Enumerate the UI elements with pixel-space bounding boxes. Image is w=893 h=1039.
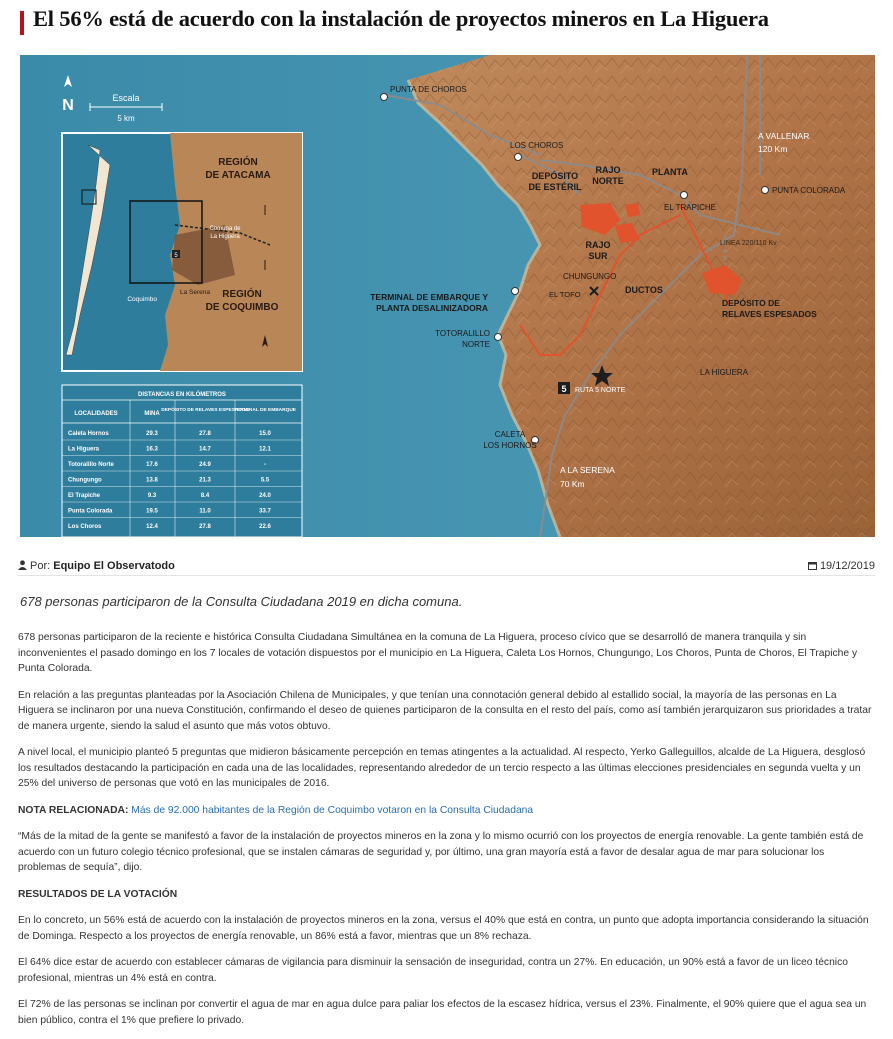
svg-text:EL TOFO: EL TOFO: [549, 290, 581, 299]
author-prefix: Por:: [30, 560, 51, 572]
svg-text:Coquimbo: Coquimbo: [127, 296, 157, 303]
svg-text:SUR: SUR: [588, 251, 608, 261]
svg-text:A LA SERENA: A LA SERENA: [560, 465, 615, 475]
svg-text:DUCTOS: DUCTOS: [625, 285, 663, 295]
results-paragraph-2: El 64% dice estar de acuerdo con establecer cámaras de vigilancia para disminuir la sensación de inseguridad, contra un 27%. En educación, un 90% está a favor de un liceo técnico profesional, mientras un 4% está en contra.: [18, 957, 848, 984]
author-line: [18, 560, 175, 572]
svg-text:70 Km: 70 Km: [560, 479, 585, 489]
article-body: [18, 630, 873, 1039]
table-locality: El Trapiche: [68, 493, 101, 499]
svg-text:TERMINAL DE EMBARQUE: TERMINAL DE EMBARQUE: [233, 408, 297, 413]
svg-text:CALETA: CALETA: [494, 430, 526, 439]
table-cell: 12.4: [146, 524, 158, 530]
svg-text:LINEA 220/110 Kv: LINEA 220/110 Kv: [720, 240, 777, 247]
distance-table: [62, 385, 302, 537]
table-locality: Chungungo: [68, 477, 102, 484]
table-cell: 11.0: [199, 508, 211, 515]
svg-text:Escala: Escala: [112, 93, 140, 103]
table-locality: Caleta Hornos: [68, 431, 109, 437]
svg-text:Comuna de: Comuna de: [209, 226, 241, 232]
svg-text:DEPÓSITO: DEPÓSITO: [531, 171, 579, 181]
svg-text:DEPÓSITO DE RELAVES ESPESADOS: DEPÓSITO DE RELAVES ESPESADOS: [161, 408, 249, 413]
svg-text:5: 5: [174, 253, 178, 259]
svg-text:RAJO: RAJO: [585, 240, 611, 250]
svg-text:DE ESTÉRIL: DE ESTÉRIL: [528, 182, 582, 192]
svg-text:TERMINAL DE EMBARQUE Y: TERMINAL DE EMBARQUE Y: [370, 292, 488, 302]
results-paragraph-3: El 72% de las personas se inclinan por convertir el agua de mar en agua dulce para paliar los efectos de la escasez hídrica, versus el 23%. Finalmente, el 90% quiere que el agua sea un bien público, contra el 1% que prefiere lo privado.: [18, 999, 867, 1026]
svg-text:PUNTA COLORADA: PUNTA COLORADA: [772, 186, 846, 195]
svg-text:NORTE: NORTE: [592, 176, 624, 186]
publish-date: [808, 560, 875, 572]
svg-text:MINA: MINA: [144, 411, 160, 417]
article-title: El 56% está de acuerdo con la instalación de proyectos mineros en La Higuera: [33, 6, 769, 31]
svg-text:La Serena: La Serena: [180, 289, 210, 296]
inset-map: [62, 133, 302, 371]
svg-text:PLANTA: PLANTA: [652, 167, 688, 177]
paragraph-1: 678 personas participaron de la reciente e histórica Consulta Ciudadana Simultánea en la comuna de La Higuera, proceso cívico que se desarrolló de manera tranquila y sin inconvenientes el pasado domingo en los 7 locales de votación dispuestos por el municipio en La Higuera, Caleta Los Hornos, Chungungo, Los Choros, Punta de Choros, El Trapiche y Punta Colorada.: [18, 632, 858, 674]
svg-text:REGIÓN: REGIÓN: [218, 157, 258, 168]
table-cell: -: [264, 462, 266, 468]
table-cell: 27.8: [199, 524, 211, 530]
calendar-icon: [808, 561, 817, 570]
svg-text:RUTA 5 NORTE: RUTA 5 NORTE: [575, 387, 626, 394]
svg-text:TOTORALILLO: TOTORALILLO: [435, 329, 490, 338]
table-cell: 24.9: [199, 462, 211, 468]
svg-text:LOCALIDADES: LOCALIDADES: [74, 411, 118, 417]
table-locality: Los Choros: [68, 524, 102, 530]
svg-text:DISTANCIAS EN KILÓMETROS: DISTANCIAS EN KILÓMETROS: [138, 392, 226, 398]
results-heading: RESULTADOS DE LA VOTACIÓN: [18, 888, 178, 900]
table-cell: 9.3: [147, 493, 157, 499]
svg-text:DE ATACAMA: DE ATACAMA: [205, 170, 271, 181]
svg-text:LOS CHOROS: LOS CHOROS: [510, 141, 564, 150]
svg-text:EL TRAPICHE: EL TRAPICHE: [664, 203, 717, 212]
paragraph-2: En relación a las preguntas planteadas por la Asociación Chilena de Municipales, y que tenían una connotación general debido al estallido social, la mayoría de las personas en La Higuera se inclinaron por una nueva Constitución, confirmando el deseo de quienes participaron de la consulta en el resto del país, como así también jerarquizaron sus prioridades a tratar de manera urgente, siendo la salud el asunto que más votos obtuvo.: [18, 689, 872, 732]
table-cell: 13.8: [146, 477, 158, 484]
author-name[interactable]: Equipo El Observatodo: [53, 560, 175, 572]
svg-text:DEPÓSITO DE: DEPÓSITO DE: [722, 298, 780, 308]
svg-text:A VALLENAR: A VALLENAR: [758, 131, 810, 141]
table-locality: La Higuera: [68, 446, 100, 453]
svg-text:LOS HORNOS: LOS HORNOS: [483, 441, 537, 450]
table-cell: 16.3: [146, 446, 158, 453]
svg-text:5: 5: [561, 384, 567, 394]
title-accent-bar: [20, 11, 24, 35]
table-locality: Punta Colorada: [68, 508, 113, 515]
svg-text:NORTE: NORTE: [462, 340, 490, 349]
related-link[interactable]: Más de 92.000 habitantes de la Región de Coquimbo votaron en la Consulta Ciudadana: [131, 804, 534, 816]
paragraph-3: A nivel local, el municipio planteó 5 preguntas que midieron básicamente percepción en temas atingentes a la actualidad. Al respecto, Yerko Galleguillos, alcalde de La Higuera, desglosó los resultados destacando la participación en cada una de las localidades, representando alrededor de un tercio respecto a las últimas elecciones presidenciales en segunda vuelta y un 25% del universo de personas que votó en las municipales de 2016.: [18, 747, 866, 789]
table-cell: 5.5: [260, 477, 270, 484]
svg-text:DE COQUIMBO: DE COQUIMBO: [205, 302, 279, 313]
svg-text:PUNTA DE CHOROS: PUNTA DE CHOROS: [390, 85, 467, 94]
svg-text:CHUNGUNGO: CHUNGUNGO: [563, 272, 617, 281]
project-map-image: [20, 55, 875, 537]
date-text: 19/12/2019: [819, 560, 875, 572]
table-cell: 27.8: [199, 431, 211, 437]
svg-text:5 km: 5 km: [117, 114, 135, 123]
table-cell: 15.0: [259, 431, 271, 437]
svg-text:120 Km: 120 Km: [758, 144, 788, 154]
svg-text:La Higuera: La Higuera: [210, 234, 240, 240]
route-5-badge: [558, 382, 570, 394]
article-meta: [18, 558, 875, 576]
table-cell: 8.4: [200, 493, 210, 499]
svg-text:RAJO: RAJO: [595, 165, 621, 175]
user-icon: [18, 560, 27, 570]
table-cell: 21.3: [199, 477, 211, 484]
related-note: [18, 803, 873, 819]
table-cell: 33.7: [259, 508, 271, 515]
table-cell: 29.3: [146, 431, 158, 437]
table-cell: 19.5: [146, 508, 158, 515]
svg-text:N: N: [62, 97, 74, 114]
table-cell: 22.6: [259, 524, 271, 530]
quote-paragraph: “Más de la mitad de la gente se manifestó a favor de la instalación de proyectos mineros en la zona y lo mismo ocurrió con los proyectos de energía renovable. La gente también está de acuerdo con un futuro colegio técnico profesional, que se instalen cámaras de seguridad y, por último, una gran mayoría está a favor de desalar agua de mar para solucionar los problemas de sequía”, dijo.: [18, 831, 864, 873]
table-cell: 12.1: [259, 446, 271, 453]
table-locality: Totoralillo Norte: [68, 462, 114, 468]
svg-text:RELAVES ESPESADOS: RELAVES ESPESADOS: [722, 309, 817, 319]
meta-divider: [18, 575, 875, 576]
svg-text:REGIÓN: REGIÓN: [222, 289, 262, 300]
article-subtitle: 678 personas participaron de la Consulta Ciudadana 2019 en dicha comuna.: [20, 594, 463, 609]
table-cell: 24.0: [259, 493, 271, 499]
results-paragraph-1: En lo concreto, un 56% está de acuerdo con la instalación de proyectos mineros en la zona, versus el 40% que está en contra, un punto que adopta importancia considerando la situación de Dominga. Respecto a los proyectos de energía renovable, un 86% está a favor, mientras que un 8% rechaza.: [18, 915, 869, 942]
svg-text:PLANTA DESALINIZADORA: PLANTA DESALINIZADORA: [376, 303, 488, 313]
related-label: NOTA RELACIONADA:: [18, 804, 129, 816]
table-cell: 17.6: [146, 462, 158, 468]
svg-text:LA HIGUERA: LA HIGUERA: [700, 368, 749, 377]
table-cell: 14.7: [199, 446, 211, 453]
